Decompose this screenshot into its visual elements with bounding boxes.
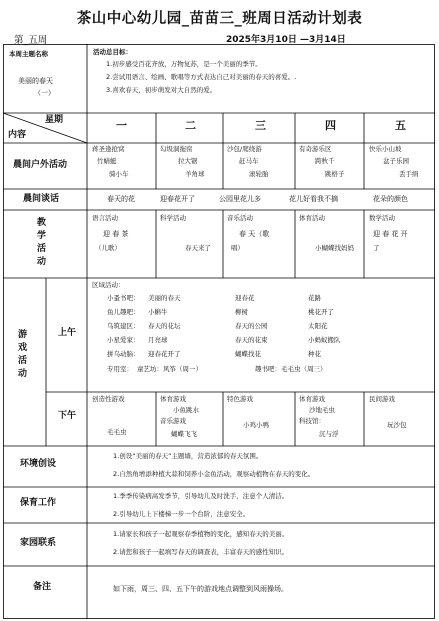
talk-3: 公园里花儿多: [219, 195, 261, 203]
area-label: 区域活动：: [92, 281, 125, 289]
notes-label: 备注: [33, 582, 52, 592]
pm-mon-c: 毛毛虫: [107, 428, 127, 436]
pm-thu-b: 沙地毛虫: [309, 406, 335, 414]
area-1-name: 小蚤书吧：: [107, 294, 140, 302]
outdoor-wed-b: 赶马车: [239, 157, 259, 165]
teach-wed-c: 唱）: [231, 244, 244, 252]
care-label: 保育工作: [20, 498, 57, 508]
outdoor-tue-b: 拉大锯: [178, 157, 198, 165]
special-b: 趣书吧：毛毛虫（周三）: [255, 365, 327, 373]
pm-tue-c: 音乐游戏: [160, 417, 186, 425]
area-2-name: 鱼儿趣吧：: [107, 308, 140, 316]
family-2: 2.请您和孩子一起填写春天的调查表，丰富春天的感性知识。: [113, 548, 289, 556]
area-1-a: 美丽的春天: [148, 294, 181, 302]
teach-mon-b: 迎 春 茶: [103, 230, 129, 238]
area-4-b: 春天的花束: [235, 336, 268, 344]
games-pm-label: 下午: [58, 411, 77, 421]
content-label: 内容: [8, 130, 27, 140]
family-label: 家园联系: [20, 538, 57, 548]
pm-fri-a: 民间游戏: [369, 395, 395, 403]
pm-thu-a: 体育游戏: [299, 395, 325, 403]
outdoor-label: 晨间户外活动: [13, 160, 68, 170]
area-4-c: 小蚂蚁搬队: [308, 336, 341, 344]
goal-1: 1.初步感受百花齐放，万物复苏，是一个美丽的季节。: [106, 60, 262, 68]
outdoor-fri-a: 快乐小山坡: [369, 145, 402, 153]
special-a: 童艺坊：风筝（周一）: [137, 365, 202, 373]
date-range: 2025年3月10日 —3月14日: [226, 35, 346, 45]
teach-thu-c: 小蝴蝶找妈妈: [315, 244, 354, 252]
outdoor-wed-a: 沙包/爬绕游: [227, 145, 262, 153]
day-mon: 一: [116, 119, 127, 132]
teach-wed-b: 春 天（歌: [239, 230, 270, 238]
theme-sub: （一）: [34, 89, 55, 97]
talk-1: 春天的花: [107, 195, 135, 203]
pm-wed-c: 小鸡小鸭: [243, 421, 269, 429]
weekday-label: 星期: [45, 115, 64, 125]
games-am-label: 上午: [58, 328, 77, 338]
outdoor-mon-a: 蒋圣逢抢窝: [92, 145, 125, 153]
teach-tue-c: 春天来了: [185, 244, 211, 252]
teach-mon-c: （儿歌）: [95, 244, 121, 252]
outdoor-mon-c: 骑小车: [109, 170, 129, 178]
area-5-c: 种花: [308, 350, 321, 358]
goals-label: 活动总目标：: [93, 48, 132, 56]
area-4-a: 月亮球: [148, 336, 168, 344]
talk-2: 迎春花开了: [160, 195, 195, 203]
area-5-a: 迎春花开了: [148, 350, 181, 358]
area-3-name: 乌筑建区：: [107, 322, 140, 330]
outdoor-fri-c: 丢手绢: [399, 170, 419, 178]
day-thu: 四: [325, 119, 336, 132]
area-1-c: 花路: [308, 294, 321, 302]
theme-label: 本周主题名称: [9, 50, 48, 58]
pm-tue-d: 蝴蝶飞飞: [171, 430, 197, 438]
pm-tue-b: 小鱼跳水: [173, 406, 199, 414]
outdoor-fri-b: 盆子乐园: [383, 157, 409, 165]
outdoor-thu-a: 有奇游乐区: [299, 145, 332, 153]
theme-name: 美丽的春天: [18, 77, 53, 85]
pm-tue-a: 体育游戏: [160, 395, 186, 403]
area-2-b: 柳树: [235, 308, 248, 316]
pm-wed-a: 特色游戏: [227, 395, 253, 403]
goal-2: 2.尝试用语言、绘画、歌唱等方式表达自己对美丽的春天的喜爱。.: [106, 73, 297, 81]
teach-fri-b: 迎 春 花 开: [373, 230, 408, 238]
environment-label: 环境创设: [20, 459, 57, 469]
outdoor-thu-b: 跨秋千: [315, 157, 335, 165]
teach-thu-a: 体育活动: [299, 214, 325, 222]
area-3-c: 太阳花: [308, 322, 328, 330]
pm-fri-c: 玩沙包: [387, 421, 407, 429]
care-2: 2.引导幼儿上下楼梯一步一个台阶，注意安全。: [113, 510, 250, 518]
teach-mon-a: 语言活动: [92, 214, 118, 222]
area-3-b: 春天的公园: [235, 322, 268, 330]
goal-3: 3.喜欢春天，初步萌发对大自然的爱。: [106, 86, 217, 94]
pm-thu-d: 沉与浮: [319, 430, 339, 438]
area-2-c: 桃花开了: [308, 308, 334, 316]
area-1-b: 迎春花: [235, 294, 255, 302]
area-4-name: 小星爱家：: [107, 336, 140, 344]
talk-5: 花朵的颜色: [373, 195, 408, 203]
outdoor-mon-b: 竹蜻蜓: [97, 157, 117, 165]
day-fri: 五: [395, 119, 406, 132]
teaching-label: 教学活动: [37, 218, 47, 267]
teach-wed-a: 音乐活动: [227, 214, 253, 222]
outdoor-wed-c: 滚轮胎: [249, 170, 269, 178]
family-1: 1.请家长和孩子一起观察春季植物的变化，感知春天的美丽。: [113, 530, 289, 538]
games-label: 游戏活动: [18, 330, 28, 379]
area-3-a: 春天的花坛: [148, 322, 181, 330]
teach-fri-a: 数学活动: [369, 214, 395, 222]
outdoor-tue-c: 羊角球: [185, 170, 205, 178]
area-2-a: 小蝌牛: [148, 308, 168, 316]
talk-4: 花儿好看我不摘: [289, 195, 338, 203]
environment-2: 2.自然角增添种植大蒜和饲养小金鱼活动，观察动植物在春天的变化。: [113, 470, 315, 478]
pm-thu-c: 科技馆：: [299, 417, 325, 425]
plan-table: [3, 44, 435, 619]
day-wed: 三: [255, 119, 266, 132]
area-5-b: 蝴蝶找花: [235, 350, 261, 358]
pm-mon-a: 创造性游戏: [92, 395, 125, 403]
environment-1: 1.创设“美丽的春天”主题墙，营造浓郁的春天氛围。: [113, 452, 263, 460]
week-label: 第_五周: [14, 35, 48, 46]
teach-fri-c: 了: [373, 244, 380, 252]
special-label: 专用室：: [107, 365, 133, 373]
notes-text: 如下雨，周三、四、五下午的游戏地点调整到风雨操场。: [113, 585, 288, 593]
teach-tue-a: 科学活动: [160, 214, 186, 222]
outdoor-tue-a: 勾圾洞拖窑: [160, 145, 193, 153]
care-1: 1.季季传染病高发季节，引导幼儿及时洗手，注意个人清洁。: [113, 492, 289, 500]
day-tue: 二: [185, 119, 196, 132]
outdoor-thu-c: 跳格子: [325, 170, 345, 178]
page-title: 茶山中心幼儿园_苗苗三_班周日活动计划表: [76, 11, 363, 27]
morning-talk-label: 晨间谈话: [23, 194, 60, 204]
area-5-name: 拼乌动脑：: [107, 350, 140, 358]
